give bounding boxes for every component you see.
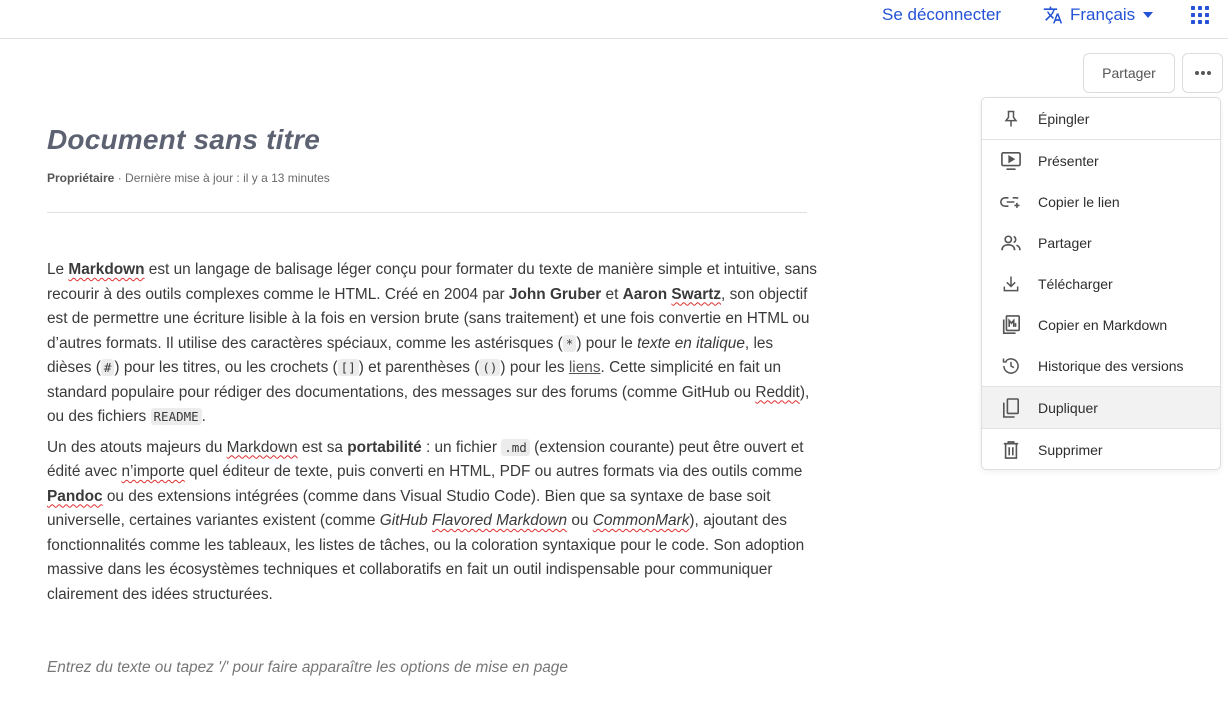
last-updated: · Dernière mise à jour : il y a 13 minutes <box>114 171 330 185</box>
inline-code: * <box>563 335 577 352</box>
menu-item-share[interactable] <box>982 222 1220 263</box>
language-selector[interactable] <box>1042 4 1153 26</box>
menu-item-delete[interactable] <box>982 429 1220 470</box>
inline-code: .md <box>501 439 530 456</box>
menu-item-label: Copier en Markdown <box>1038 316 1168 333</box>
paragraph-1: Le Markdown est un langage de balisage léger conçu pour formater du texte de manière simple et intuitive, sans recourir à des outils complexes comme le HTML. Créé en 2004 par John Gruber et Aaron Swartz, son objectif est de permettre une écriture lisible à la fois en version brute (sans traitement) et une fois convertie en HTML ou d’autres formats. Il utilise des caractères spéciaux, comme les astérisques ( * ) pour le texte en italique, les dièses ( # ) pour les titres, ou les crochets ( [] ) et parenthèses ( () ) pour les liens. Cette simplicité en fait un standard populaire pour rédiger des documentations, des messages sur des forums (comme GitHub ou Reddit), ou des fichiers README . <box>47 261 817 425</box>
title-divider <box>47 212 807 213</box>
menu-item-label: Présenter <box>1038 152 1099 169</box>
menu-item-label: Épingler <box>1038 110 1090 127</box>
more-horizontal-icon <box>1194 70 1212 76</box>
present-icon <box>1000 150 1022 172</box>
menu-item-label: Copier le lien <box>1038 193 1120 210</box>
menu-item-pin[interactable] <box>982 98 1220 139</box>
menu-item-download[interactable] <box>982 263 1220 304</box>
menu-item-copy-markdown[interactable] <box>982 304 1220 345</box>
menu-item-label: Supprimer <box>1038 441 1103 458</box>
link-icon <box>1000 191 1022 213</box>
inline-code: # <box>101 359 115 376</box>
menu-item-label: Partager <box>1038 234 1092 251</box>
history-icon <box>1000 355 1022 377</box>
people-icon <box>1000 232 1022 254</box>
duplicate-icon <box>1000 397 1022 419</box>
pin-icon <box>1000 108 1022 130</box>
inline-code: () <box>479 359 500 376</box>
owner-label: Propriétaire <box>47 171 115 185</box>
logout-link[interactable]: Se déconnecter <box>882 5 1002 24</box>
editor-placeholder[interactable]: Entrez du texte ou tapez '/' pour faire apparaître les options de mise en page <box>47 659 568 676</box>
language-label: Français <box>1070 5 1136 24</box>
options-menu <box>981 97 1221 470</box>
menu-item-label: Télécharger <box>1038 275 1113 292</box>
apps-grid-icon[interactable] <box>1190 5 1210 25</box>
download-icon <box>1000 273 1022 295</box>
menu-item-duplicate[interactable] <box>982 387 1220 428</box>
chevron-down-icon <box>1143 12 1153 18</box>
menu-item-present[interactable] <box>982 140 1220 181</box>
markdown-icon <box>1000 314 1022 336</box>
more-options-button[interactable] <box>1182 53 1223 93</box>
document-meta <box>47 171 330 185</box>
document-body[interactable] <box>47 258 817 613</box>
document-title[interactable]: Document sans titre <box>47 124 320 155</box>
menu-item-label: Historique des versions <box>1038 357 1184 374</box>
menu-item-label: Dupliquer <box>1038 399 1098 416</box>
paragraph-2: Un des atouts majeurs du Markdown est sa portabilité : un fichier .md (extension courante) peut être ouvert et édité avec n’importe quel éditeur de texte, puis converti en HTML, PDF ou autres formats via des outils comme Pandoc ou des extensions intégrées (comme dans Visual Studio Code). Bien que sa syntaxe de base soit universelle, certaines variantes existent (comme GitHub Flavored Markdown ou CommonMark), ajoutant des fonctionnalités comme les tableaux, les listes de tâches, ou la coloration syntaxique pour le code. Son adoption massive dans les écosystèmes techniques et collaboratifs en fait un outil indispensable pour communiquer clairement des idées structurées. <box>47 438 805 603</box>
top-bar <box>0 0 1228 39</box>
menu-item-copy-link[interactable] <box>982 181 1220 222</box>
menu-item-version-history[interactable] <box>982 345 1220 386</box>
inline-code: README <box>151 408 202 425</box>
link-text[interactable]: liens <box>568 359 601 376</box>
translate-icon <box>1042 5 1064 25</box>
inline-code: [] <box>338 359 359 376</box>
trash-icon <box>1000 439 1022 461</box>
share-button[interactable]: Partager <box>1083 53 1175 93</box>
